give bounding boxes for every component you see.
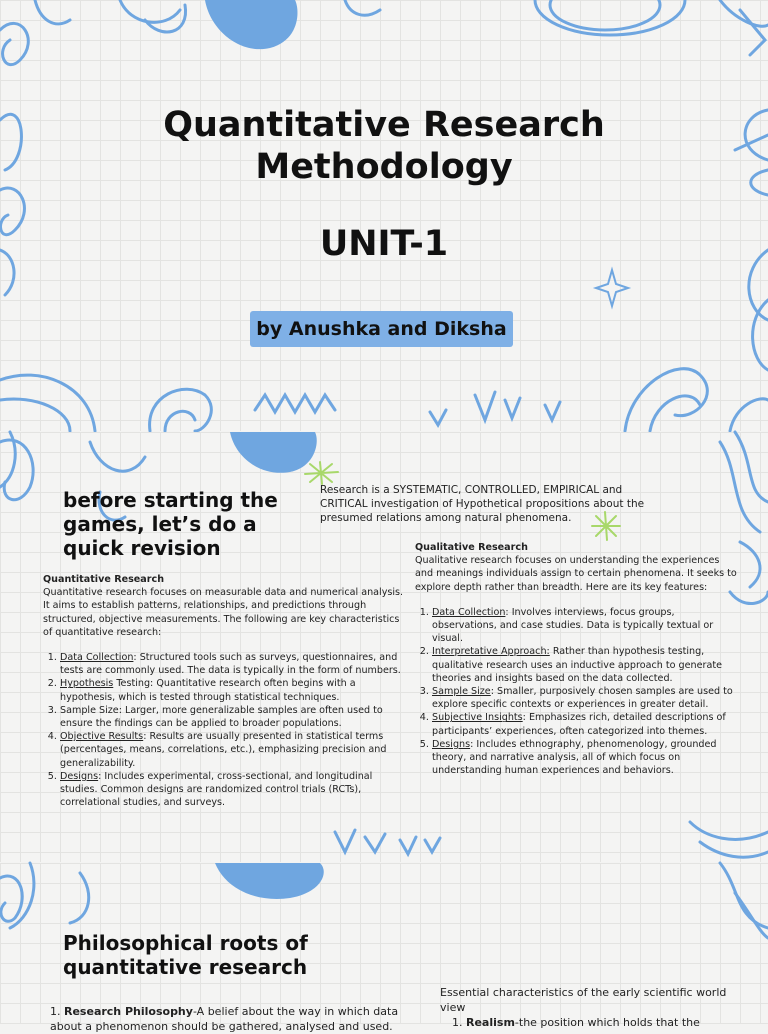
list-item: 4. Subjective Insights: Emphasizes rich, detailed descriptions of participants’ experiences, often categorized into themes. xyxy=(432,711,737,737)
title-slide xyxy=(0,0,768,431)
scientific-world-view xyxy=(440,985,740,1030)
list-item: 1. Data Collection: Involves interviews, focus groups, observations, and case studies. Data is typically textual or visual. xyxy=(432,606,737,646)
list-item: 5. Designs: Includes ethnography, phenomenology, grounded theory, and narrative analysis, all of which focus on understanding human experiences and behaviors. xyxy=(432,738,737,778)
list-item: 1. Data Collection: Structured tools such as surveys, questionnaires, and tests are commonly used. The data is typically in the form of numbers. xyxy=(60,651,404,677)
characteristics-list xyxy=(43,651,404,809)
doodle-decoration xyxy=(0,0,768,431)
list-item: 1. Realism-the position which holds that the xyxy=(452,1016,700,1029)
list-item: 3. Sample Size: Larger, more generalizable samples are often used to ensure the findings can be applied to broader populations. xyxy=(60,704,404,730)
title-line-2: Methodology xyxy=(255,147,513,187)
list-item: 5. Designs: Includes experimental, cross-sectional, and longitudinal studies. Common designs are randomized control trials (RCTs), correlational studies, and surveys. xyxy=(60,770,404,810)
revision-heading: before starting the games, let’s do a quick revision xyxy=(63,488,278,560)
qualitative-research-section xyxy=(415,541,737,777)
world-view-intro: Essential characteristics of the early scientific world view xyxy=(440,986,727,1014)
section-intro: Qualitative research focuses on understanding the experiences and meanings individuals assign to certain phenomena. It seeks to explore depth rather than breadth. Here are its key features: xyxy=(415,555,737,593)
list-item: 2. Interpretative Approach: Rather than hypothesis testing, qualitative research uses an inductive approach to generate theories and insights based on the data collected. xyxy=(432,645,737,685)
title-line-1: Quantitative Research xyxy=(163,105,605,145)
list-item: 2. Hypothesis Testing: Quantitative research often begins with a hypothesis, which is tested through statistical techniques. xyxy=(60,677,404,703)
quantitative-research-section xyxy=(43,573,404,809)
section-title: Qualitative Research xyxy=(415,542,528,553)
research-definition: Research is a SYSTEMATIC, CONTROLLED, EMPIRICAL and CRITICAL investigation of Hypothetical propositions about the presumed relations among natural phenomena. xyxy=(320,484,645,524)
authors-badge: by Anushka and Diksha xyxy=(250,311,513,347)
philosophy-list: 1. Research Philosophy-A belief about the way in which data about a phenomenon should be gathered, analysed and used. xyxy=(50,1005,399,1033)
list-item: 4. Objective Results: Results are usually presented in statistical terms (percentages, means, correlations, etc.), emphasizing precision and generalizability. xyxy=(60,730,404,770)
section-title: Quantitative Research xyxy=(43,574,165,585)
revision-slide xyxy=(0,432,768,862)
philosophical-roots-heading: Philosophical roots of quantitative research xyxy=(63,931,308,979)
philosophical-roots-slide xyxy=(0,863,768,1033)
list-item: 3. Sample Size: Smaller, purposively chosen samples are used to explore specific contexts or experiences in greater detail. xyxy=(432,685,737,711)
unit-label: UNIT-1 xyxy=(319,224,449,264)
section-intro: Quantitative research focuses on measurable data and numerical analysis. It aims to establish patterns, relationships, and predictions through structured, objective measurements. The following are key characteristics of quantitative research: xyxy=(43,587,404,638)
presentation-title xyxy=(0,104,768,188)
features-list xyxy=(415,606,737,778)
